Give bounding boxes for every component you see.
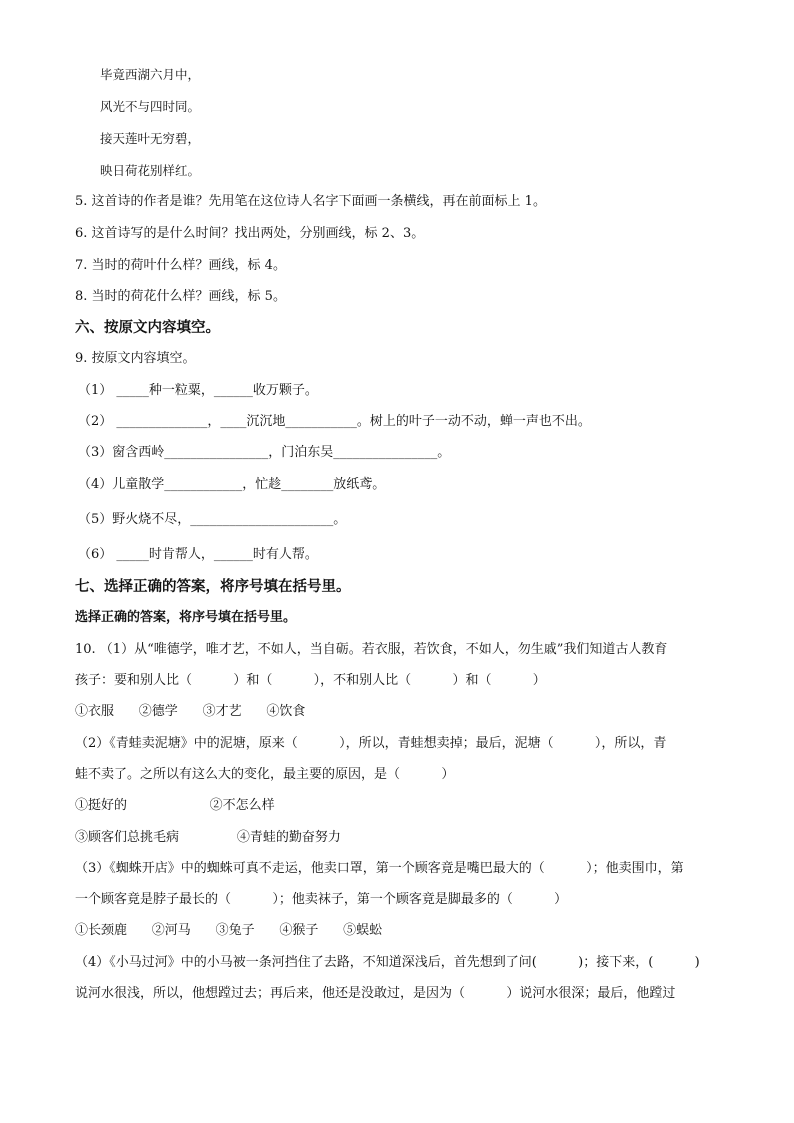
question-10-text: （3）《蜘蛛开店》中的蜘蛛可真不走运，他卖口罩，第一个顾客竟是嘴巴最大的（ ）；他卖围巾，第 — [75, 861, 684, 876]
fill-blank-item: （1） _____种一粒粟，______收万颗子。 — [78, 383, 318, 398]
section-6-heading: 六、按原文内容填空。 — [75, 320, 220, 336]
question-5: 5. 这首诗的作者是谁？先用笔在这位诗人名字下面画一条横线，再在前面标上 1。 — [75, 194, 546, 209]
question-10-text: 蛙不卖了。之所以有这么大的变化，最主要的原因，是（ ） — [75, 767, 455, 782]
fill-blank-item: （2） ______________，____沉沉地___________。树上的叶子一动不动，蝉一声也不出。 — [78, 414, 591, 429]
answer-options: ③顾客们总挑毛病 ④青蛙的勤奋努力 — [75, 830, 341, 845]
poem-line: 风光不与四时同。 — [100, 99, 201, 114]
question-8: 8. 当时的荷花什么样？画线，标 5。 — [75, 289, 286, 304]
section-7-heading: 七、选择正确的答案，将序号填在括号里。 — [75, 579, 351, 595]
question-10-text: 孩子：要和别人比（ ）和（ ），不和别人比（ ）和（ ） — [75, 673, 546, 688]
question-10-text: 10. （1）从“唯德学，唯才艺，不如人，当自砺。若衣服，若饮食，不如人，勿生戚”我们知道古人教育 — [75, 642, 668, 657]
poem-line: 接天莲叶无穷碧， — [100, 131, 201, 146]
question-6: 6. 这首诗写的是什么时间？找出两处，分别画线，标 2、3。 — [75, 226, 425, 241]
answer-options: ①衣服 ②德学 ③才艺 ④饮食 — [75, 704, 306, 719]
question-9: 9. 按原文内容填空。 — [75, 351, 196, 366]
fill-blank-item: （4）儿童散学____________，忙趁________放纸鸢。 — [78, 477, 386, 492]
question-10-text: 一个顾客竟是脖子最长的（ ）；他卖袜子，第一个顾客竟是脚最多的（ ） — [75, 892, 568, 907]
poem-line: 毕竟西湖六月中， — [100, 67, 201, 82]
fill-blank-item: （3）窗含西岭________________，门泊东吴________________。 — [78, 445, 451, 460]
section-7-subheading: 选择正确的答案，将序号填在括号里。 — [75, 610, 297, 625]
answer-options: ①挺好的 ②不怎么样 — [75, 798, 275, 813]
question-10-text: 说河水很浅，所以，他想蹚过去；再后来，他还是没敢过，是因为（ ）说河水很深；最后，他蹚过 — [75, 986, 676, 1001]
fill-blank-item: （6） _____时肯帮人，______时有人帮。 — [78, 547, 318, 562]
poem-line: 映日荷花别样红。 — [100, 163, 201, 178]
fill-blank-item: （5）野火烧不尽，______________________。 — [78, 512, 347, 527]
answer-options: ①长颈鹿 ②河马 ③兔子 ④猴子 ⑤蜈蚣 — [75, 923, 383, 938]
question-7: 7. 当时的荷叶什么样？画线，标 4。 — [75, 258, 286, 273]
question-10-text: （4）《小马过河》中的小马被一条河挡住了去路，不知道深浅后，首先想到了问( )；接下来，( ) — [75, 955, 700, 970]
question-10-text: （2）《青蛙卖泥塘》中的泥塘，原来（ ），所以，青蛙想卖掉；最后，泥塘（ ），所以，青 — [75, 736, 667, 751]
